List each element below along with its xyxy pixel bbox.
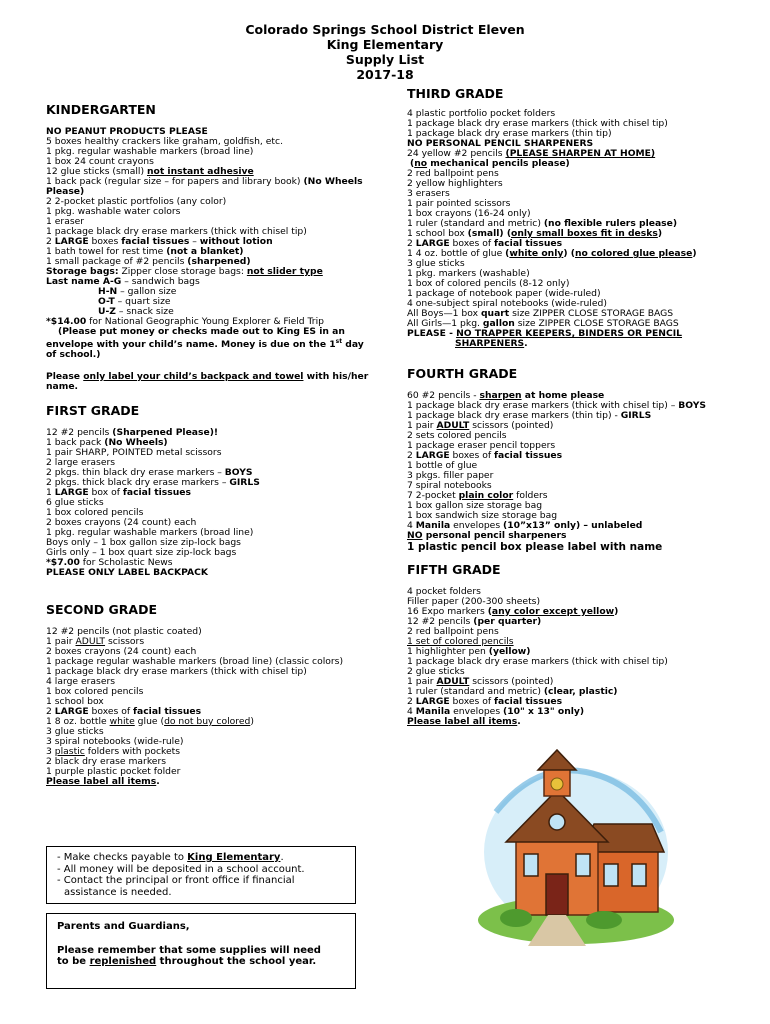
list-item: 16 Expo markers (any color except yellow) [407, 606, 619, 617]
list-item: 1 plastic pencil box please label with name [407, 541, 663, 553]
notice-line: - Make checks payable to King Elementary. [57, 852, 284, 863]
list-item: name. [46, 381, 79, 393]
kindergarten-title: KINDERGARTEN [46, 102, 156, 117]
fifth-grade-title: FIFTH GRADE [407, 562, 501, 577]
list-item: 2 red ballpoint pens [407, 626, 499, 637]
list-item: 1 pkg. washable water colors [46, 206, 181, 217]
list-item: 1 pair ADULT scissors (pointed) [407, 420, 554, 431]
list-item: 4 plastic portfolio pocket folders [407, 108, 556, 119]
notice-line: - Contact the principal or front office if financial [57, 875, 295, 886]
list-item: 1 8 oz. bottle white glue (do not buy colored) [46, 716, 254, 727]
list-item: 2 glue sticks [407, 666, 465, 677]
kindergarten-section [46, 102, 376, 392]
bell [551, 778, 563, 790]
list-item: NO PERSONAL PENCIL SHARPENERS [407, 138, 594, 149]
document-header [0, 22, 770, 82]
list-item: 4 one-subject spiral notebooks (wide-ruled) [407, 298, 607, 309]
second-grade-section [46, 602, 376, 787]
list-item: 1 package black dry erase markers (thick with chisel tip) – BOYS [407, 400, 707, 411]
payment-notice-box [46, 846, 356, 904]
list-item: 1 pair ADULT scissors (pointed) [407, 676, 554, 687]
list-item: 1 package regular washable markers (broad line) (classic colors) [46, 656, 344, 667]
list-item: 2 LARGE boxes facial tissues – without lotion [46, 236, 273, 247]
list-item: 1 package black dry erase markers (thin tip) [407, 128, 612, 139]
fourth-grade-title: FOURTH GRADE [407, 366, 518, 381]
list-item: 1 school box [46, 696, 104, 707]
list-item: 1 LARGE box of facial tissues [46, 487, 191, 498]
third-grade-section [407, 86, 737, 349]
list-item: 2 LARGE boxes of facial tissues [46, 706, 202, 717]
list-item: 2 LARGE boxes of facial tissues [407, 696, 563, 707]
list-item: 7 spiral notebooks [407, 480, 492, 491]
list-item: 1 pkg. regular washable markers (broad line) [46, 146, 254, 157]
round-window [549, 814, 565, 830]
list-item: 1 pkg. markers (washable) [407, 268, 530, 279]
list-item: 1 pair pointed scissors [407, 198, 511, 209]
list-item: *$7.00 for Scholastic News [46, 557, 173, 568]
list-item: All Girls—1 pkg. gallon size ZIPPER CLOSE STORAGE BAGS [407, 318, 679, 329]
list-item: 3 erasers [407, 188, 450, 199]
district-name: Colorado Springs School District Eleven [245, 22, 525, 37]
list-item: 1 eraser [46, 216, 85, 227]
list-item: 1 bath towel for rest time (not a blanket) [46, 246, 244, 257]
list-item: Please only label your child’s backpack and towel with his/her [46, 371, 369, 383]
list-item: PLEASE ONLY LABEL BACKPACK [46, 567, 208, 578]
tower-roof [538, 750, 576, 770]
list-item: 1 set of colored pencils [407, 636, 514, 647]
bush [500, 909, 532, 927]
list-item: 1 box sandwich size storage bag [407, 510, 558, 521]
list-item: 3 plastic folders with pockets [46, 746, 181, 757]
list-item: Girls only – 1 box quart size zip-lock bags [46, 547, 237, 558]
list-item: Please label all items. [46, 776, 160, 787]
first-grade-section [46, 403, 376, 578]
list-item: 1 pkg. regular washable markers (broad line) [46, 527, 254, 538]
school-year: 2017-18 [356, 67, 414, 82]
list-item: 1 box crayons (16-24 only) [407, 208, 531, 219]
window [632, 864, 646, 886]
list-item: NO PEANUT PRODUCTS PLEASE [46, 126, 208, 137]
third-grade-title: THIRD GRADE [407, 86, 504, 101]
schoolhouse-icon [476, 742, 681, 947]
notice-line: assistance is needed. [64, 886, 172, 898]
list-item: 12 #2 pencils (Sharpened Please)! [46, 427, 219, 438]
list-item: 2 red ballpoint pens [407, 168, 499, 179]
list-item: 4 Manila envelopes (10”x13” only) – unlabeled [407, 520, 643, 531]
list-item: O-T – quart size [98, 296, 171, 307]
list-item: 1 purple plastic pocket folder [46, 766, 181, 777]
list-item: 12 glue sticks (small) not instant adhesive [46, 166, 254, 177]
list-item: 6 glue sticks [46, 497, 104, 508]
parents-message: Please remember that some supplies will need [57, 944, 321, 956]
list-item: 1 highlighter pen (yellow) [407, 646, 531, 657]
list-item: 2 sets colored pencils [407, 430, 507, 441]
list-item: 3 spiral notebooks (wide-rule) [46, 736, 184, 747]
list-item: 1 box colored pencils [46, 686, 144, 697]
parents-message: to be replenished throughout the school year. [57, 956, 317, 967]
list-item: Please label all items. [407, 716, 521, 727]
list-item: 2 LARGE boxes of facial tissues [407, 450, 563, 461]
list-item: 1 pair SHARP, POINTED metal scissors [46, 447, 222, 458]
list-item: 7 2-pocket plain color folders [407, 490, 548, 501]
door [546, 874, 568, 915]
list-item: H-N – gallon size [98, 286, 177, 297]
list-item: 12 #2 pencils (not plastic coated) [46, 626, 202, 637]
first-grade-title: FIRST GRADE [46, 403, 140, 418]
list-item: SHARPENERS. [455, 338, 528, 349]
list-item: 1 package black dry erase markers (thick with chisel tip) [407, 118, 668, 129]
list-item: 2 boxes crayons (24 count) each [46, 646, 197, 657]
list-item: Storage bags: Zipper close storage bags: not slider type [46, 266, 323, 277]
school-name: King Elementary [326, 37, 444, 52]
list-item: 2 pkgs. thin black dry erase markers – BOYS [46, 467, 253, 478]
list-item: 1 pair ADULT scissors [46, 636, 145, 647]
list-item: 3 glue sticks [46, 726, 104, 737]
notice-line: - All money will be deposited in a school account. [57, 863, 305, 875]
list-item: 1 package black dry erase markers (thick with chisel tip) [407, 656, 668, 667]
list-item: 2 2-pocket plastic portfolios (any color) [46, 196, 227, 207]
list-item: 4 Manila envelopes (10" x 13" only) [407, 706, 585, 717]
parents-notice-box [46, 913, 356, 989]
fourth-grade-section [407, 366, 747, 553]
list-item: 24 yellow #2 pencils (PLEASE SHARPEN AT HOME) [407, 148, 656, 159]
list-item: (Please put money or checks made out to King ES in an [58, 326, 345, 337]
list-item: of school.) [46, 349, 101, 361]
list-item: All Boys—1 box quart size ZIPPER CLOSE STORAGE BAGS [407, 308, 674, 319]
list-item: 3 glue sticks [407, 258, 465, 269]
list-item: 1 ruler (standard and metric) (no flexible rulers please) [407, 218, 678, 229]
list-item: 1 box of colored pencils (8-12 only) [407, 278, 570, 289]
list-item: 1 school box (small) (only small boxes fit in desks) [407, 228, 663, 239]
list-item: PLEASE - NO TRAPPER KEEPERS, BINDERS OR PENCIL [407, 328, 683, 339]
second-grade-title: SECOND GRADE [46, 602, 158, 617]
list-item: 2 LARGE boxes of facial tissues [407, 238, 563, 249]
list-item: 1 package black dry erase markers (thick with chisel tip) [46, 226, 307, 237]
fifth-grade-section [407, 562, 737, 727]
list-item: (no mechanical pencils please) [410, 158, 570, 169]
list-item: 4 large erasers [46, 676, 116, 687]
bush [586, 911, 622, 929]
window [576, 854, 590, 876]
list-item: 60 #2 pencils - sharpen at home please [407, 390, 605, 401]
list-item: 1 back pack (regular size – for papers and library book) (No Wheels Please) [46, 176, 363, 197]
list-item: U-Z – snack size [98, 306, 174, 317]
parents-greeting: Parents and Guardians, [57, 921, 190, 932]
window [524, 854, 538, 876]
list-item: 1 bottle of glue [407, 460, 478, 471]
list-item: Boys only – 1 box gallon size zip-lock bags [46, 537, 241, 548]
list-item: 1 back pack (No Wheels) [46, 437, 168, 448]
list-item: 1 package black dry erase markers (thick with chisel tip) [46, 666, 307, 677]
list-item: 2 boxes crayons (24 count) each [46, 517, 197, 528]
list-item: 3 pkgs. filler paper [407, 470, 494, 481]
list-item: Filler paper (200-300 sheets) [407, 596, 541, 607]
list-item: 1 box colored pencils [46, 507, 144, 518]
list-item: 5 boxes healthy crackers like graham, goldfish, etc. [46, 136, 283, 147]
list-item: *$14.00 for National Geographic Young Explorer & Field Trip [46, 316, 324, 327]
list-item: 2 black dry erase markers [46, 756, 167, 767]
list-item: 1 package black dry erase markers (thin tip) - GIRLS [407, 410, 652, 421]
document-title: Supply List [345, 52, 425, 67]
list-item: 1 box 24 count crayons [46, 156, 154, 167]
list-item: NO personal pencil sharpeners [407, 530, 567, 541]
list-item: 1 package of notebook paper (wide-ruled) [407, 288, 601, 299]
list-item: 1 box gallon size storage bag [407, 500, 543, 511]
list-item: envelope with your child’s name. Money is due on the 1st day [46, 338, 364, 351]
list-item: 2 large erasers [46, 457, 116, 468]
list-item: 4 pocket folders [407, 586, 481, 597]
list-item: 12 #2 pencils (per quarter) [407, 616, 542, 627]
list-item: 2 pkgs. thick black dry erase markers – GIRLS [46, 477, 260, 488]
list-item: 1 4 oz. bottle of glue (white only) (no colored glue please) [407, 248, 697, 259]
list-item: 2 yellow highlighters [407, 178, 503, 189]
list-item: 1 small package of #2 pencils (sharpened) [46, 256, 251, 267]
list-item: 1 package eraser pencil toppers [407, 440, 556, 451]
window [604, 864, 618, 886]
list-item: 1 ruler (standard and metric) (clear, plastic) [407, 686, 618, 697]
list-item: Last name A-G – sandwich bags [46, 276, 200, 287]
